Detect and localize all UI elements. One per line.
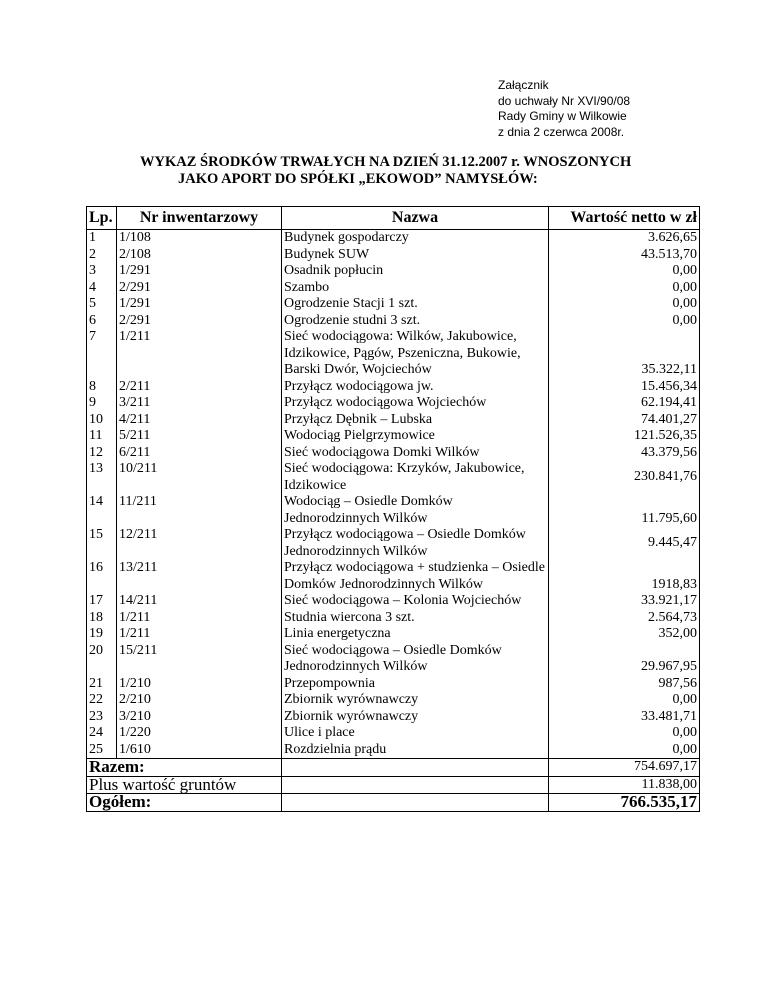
row-value: 0,00 [549, 313, 700, 330]
table-row [87, 296, 700, 313]
total-row [87, 759, 700, 777]
total-empty-cell [282, 759, 549, 777]
row-lp: 8 [87, 379, 117, 396]
table-row [87, 445, 700, 462]
row-value: 11.795,60 [549, 494, 700, 527]
row-value: 43.379,56 [549, 445, 700, 462]
row-lp: 23 [87, 709, 117, 726]
land-value-label: Plus wartość gruntów [87, 776, 282, 794]
table-row [87, 247, 700, 264]
row-inventory-number: 1/211 [117, 626, 282, 643]
grand-total-label: Ogółem: [87, 794, 282, 812]
row-inventory-number: 2/211 [117, 379, 282, 396]
row-value: 0,00 [549, 296, 700, 313]
row-name: Ogrodzenie Stacji 1 szt. [282, 296, 549, 313]
row-inventory-number: 2/108 [117, 247, 282, 264]
row-inventory-number: 3/210 [117, 709, 282, 726]
row-inventory-number: 15/211 [117, 643, 282, 676]
row-lp: 3 [87, 263, 117, 280]
row-name: Zbiornik wyrównawczy [282, 692, 549, 709]
table-row [87, 395, 700, 412]
row-value: 1918,83 [549, 560, 700, 593]
row-inventory-number: 11/211 [117, 494, 282, 527]
row-value: 2.564,73 [549, 610, 700, 627]
table-row [87, 626, 700, 643]
table-row [87, 313, 700, 330]
row-lp: 25 [87, 742, 117, 759]
row-inventory-number: 2/210 [117, 692, 282, 709]
table-row [87, 725, 700, 742]
table-row [87, 527, 700, 560]
row-name: Linia energetyczna [282, 626, 549, 643]
row-name: Przyłącz wodociągowa jw. [282, 379, 549, 396]
table-row [87, 610, 700, 627]
row-name: Wodociąg – Osiedle Domków Jednorodzinnych Wilków [282, 494, 549, 527]
header-name: Nazwa [282, 207, 549, 230]
row-inventory-number: 14/211 [117, 593, 282, 610]
row-inventory-number: 1/211 [117, 610, 282, 627]
row-inventory-number: 13/211 [117, 560, 282, 593]
row-inventory-number: 5/211 [117, 428, 282, 445]
row-lp: 21 [87, 676, 117, 693]
row-lp: 15 [87, 527, 117, 560]
land-value: 11.838,00 [549, 776, 700, 794]
row-inventory-number: 1/211 [117, 329, 282, 379]
annex-line-3: Rady Gminy w Wilkowie [498, 109, 627, 123]
row-name: Osadnik popłucin [282, 263, 549, 280]
row-value: 0,00 [549, 263, 700, 280]
table-row [87, 560, 700, 593]
row-inventory-number: 4/211 [117, 412, 282, 429]
total-label: Razem: [87, 759, 282, 777]
row-inventory-number: 2/291 [117, 313, 282, 330]
row-lp: 20 [87, 643, 117, 676]
row-value: 33.921,17 [549, 593, 700, 610]
row-value: 9.445,47 [549, 527, 700, 560]
row-lp: 19 [87, 626, 117, 643]
row-value: 15.456,34 [549, 379, 700, 396]
annex-line-4: z dnia 2 czerwca 2008r. [498, 124, 625, 139]
row-lp: 12 [87, 445, 117, 462]
row-lp: 24 [87, 725, 117, 742]
annex-line-1: Załącznik [498, 78, 549, 92]
row-lp: 13 [87, 461, 117, 494]
row-value: 43.513,70 [549, 247, 700, 264]
table-row [87, 280, 700, 297]
row-lp: 2 [87, 247, 117, 264]
total-value: 754.697,17 [549, 759, 700, 777]
table-header-row [87, 207, 700, 230]
title-line-1: WYKAZ ŚRODKÓW TRWAŁYCH NA DZIEŃ 31.12.2007 r. WNOSZONYCH [140, 154, 632, 170]
row-lp: 22 [87, 692, 117, 709]
row-inventory-number: 12/211 [117, 527, 282, 560]
row-name: Przepompownia [282, 676, 549, 693]
header-lp: Lp. [87, 207, 117, 230]
table-row [87, 428, 700, 445]
header-inventory-number: Nr inwentarzowy [117, 207, 282, 230]
assets-table [86, 206, 700, 812]
row-inventory-number: 1/220 [117, 725, 282, 742]
row-lp: 5 [87, 296, 117, 313]
row-name: Przyłącz wodociągowa + studzienka – Osiedle Domków Jednorodzinnych Wilków [282, 560, 549, 593]
row-name: Rozdzielnia prądu [282, 742, 549, 759]
row-name: Sieć wodociągowa: Krzyków, Jakubowice, Idzikowice [282, 461, 549, 494]
row-name: Przyłącz Dębnik – Lubska [282, 412, 549, 429]
row-name: Sieć wodociągowa – Osiedle Domków Jednorodzinnych Wilków [282, 643, 549, 676]
row-value: 352,00 [549, 626, 700, 643]
row-name: Sieć wodociągowa Domki Wilków [282, 445, 549, 462]
row-name: Przyłącz wodociągowa – Osiedle Domków Jednorodzinnych Wilków [282, 527, 549, 560]
row-value: 987,56 [549, 676, 700, 693]
row-value: 3.626,65 [549, 230, 700, 247]
header-net-value: Wartość netto w zł [549, 207, 700, 230]
row-lp: 17 [87, 593, 117, 610]
title-line-2: JAKO APORT DO SPÓŁKI „EKOWOD” NAMYSŁÓW: [178, 171, 538, 187]
row-lp: 10 [87, 412, 117, 429]
table-row [87, 412, 700, 429]
row-lp: 4 [87, 280, 117, 297]
grand-total-row [87, 794, 700, 812]
row-name: Wodociąg Pielgrzymowice [282, 428, 549, 445]
row-name: Studnia wiercona 3 szt. [282, 610, 549, 627]
row-lp: 9 [87, 395, 117, 412]
row-name: Budynek gospodarczy [282, 230, 549, 247]
row-inventory-number: 1/108 [117, 230, 282, 247]
row-name: Szambo [282, 280, 549, 297]
row-value: 62.194,41 [549, 395, 700, 412]
row-value: 0,00 [549, 280, 700, 297]
row-value: 0,00 [549, 692, 700, 709]
row-value: 121.526,35 [549, 428, 700, 445]
row-name: Zbiornik wyrównawczy [282, 709, 549, 726]
row-value: 0,00 [549, 725, 700, 742]
row-value: 29.967,95 [549, 643, 700, 676]
grand-total-empty-cell [282, 794, 549, 812]
row-value: 33.481,71 [549, 709, 700, 726]
row-value: 35.322,11 [549, 329, 700, 379]
row-inventory-number: 3/211 [117, 395, 282, 412]
table-row [87, 263, 700, 280]
table-row [87, 692, 700, 709]
row-inventory-number: 1/610 [117, 742, 282, 759]
row-name: Sieć wodociągowa – Kolonia Wojciechów [282, 593, 549, 610]
row-value: 74.401,27 [549, 412, 700, 429]
document-title [140, 154, 700, 188]
table-row [87, 329, 700, 379]
row-value: 0,00 [549, 742, 700, 759]
annex-note [498, 78, 630, 140]
row-inventory-number: 1/291 [117, 263, 282, 280]
row-lp: 6 [87, 313, 117, 330]
row-name: Sieć wodociągowa: Wilków, Jakubowice, Idzikowice, Pągów, Pszeniczna, Bukowie, Barski Dwór, Wojciechów [282, 329, 549, 379]
row-inventory-number: 2/291 [117, 280, 282, 297]
row-name: Przyłącz wodociągowa Wojciechów [282, 395, 549, 412]
row-lp: 18 [87, 610, 117, 627]
row-lp: 7 [87, 329, 117, 379]
row-lp: 16 [87, 560, 117, 593]
table-row [87, 379, 700, 396]
table-row [87, 643, 700, 676]
row-name: Budynek SUW [282, 247, 549, 264]
grand-total-value: 766.535,17 [549, 794, 700, 812]
land-value-row [87, 776, 700, 794]
table-row [87, 461, 700, 494]
table-row [87, 709, 700, 726]
row-lp: 1 [87, 230, 117, 247]
row-lp: 11 [87, 428, 117, 445]
row-name: Ogrodzenie studni 3 szt. [282, 313, 549, 330]
annex-line-2: do uchwały Nr XVI/90/08 [498, 93, 631, 108]
row-inventory-number: 6/211 [117, 445, 282, 462]
table-row [87, 494, 700, 527]
row-inventory-number: 10/211 [117, 461, 282, 494]
row-inventory-number: 1/291 [117, 296, 282, 313]
row-inventory-number: 1/210 [117, 676, 282, 693]
row-lp: 14 [87, 494, 117, 527]
table-row [87, 742, 700, 759]
row-value: 230.841,76 [549, 461, 700, 494]
land-value-empty-cell [282, 776, 549, 794]
table-row [87, 676, 700, 693]
table-row [87, 593, 700, 610]
table-row [87, 230, 700, 247]
row-name: Ulice i place [282, 725, 549, 742]
